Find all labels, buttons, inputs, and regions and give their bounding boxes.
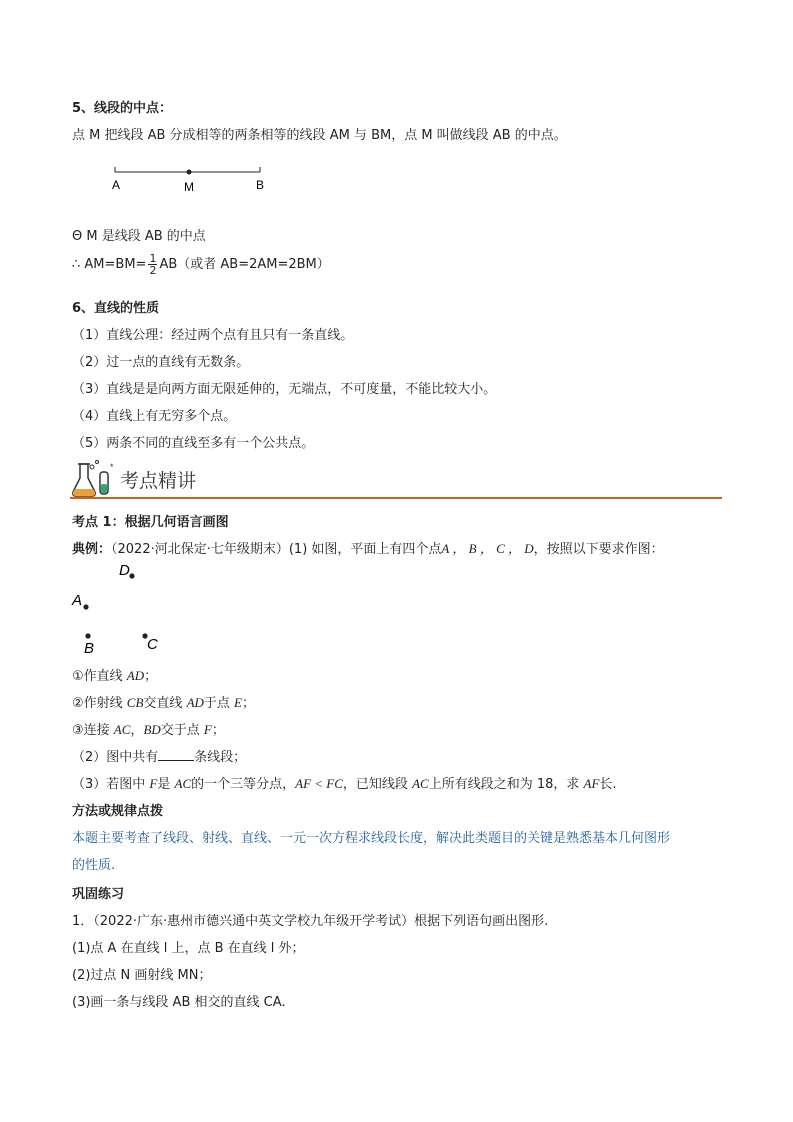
q3-pre: （3）若图中 — [72, 777, 150, 792]
q1b-var3: E — [234, 695, 242, 710]
q1c-text: ③连接 — [72, 723, 114, 738]
q3-mid2: 的一个三等分点， — [191, 777, 296, 792]
svg-text:*: * — [110, 462, 114, 472]
question3 — [72, 773, 617, 792]
q1a-end: ； — [144, 669, 158, 684]
flask-icon — [70, 458, 118, 498]
q3-ac: AC — [174, 776, 192, 791]
segment-diagram — [105, 162, 275, 194]
question1b — [72, 692, 255, 711]
therefore-line — [72, 253, 330, 276]
method-heading: 方法或规律点拨 — [72, 804, 164, 819]
q2-pre: （2）图中共有 — [72, 750, 159, 765]
practice-item: (1)点 A 在直线 l 上，点 B 在直线 l 外； — [72, 941, 305, 956]
method-text-line1: 本题主要考查了线段、射线、直线、一元一次方程求线段长度，解决此类题目的关键是熟悉基本几何图形 — [72, 831, 671, 846]
q3-end: 长. — [599, 777, 617, 792]
q1c-end: ； — [211, 723, 225, 738]
q1a-var: AD — [126, 668, 145, 683]
q1c-mid2: 交于点 — [160, 723, 204, 738]
label-b: B — [256, 178, 265, 192]
q2-post: 条线段； — [194, 750, 247, 765]
practice-item: (3)画一条与线段 AB 相交的直线 CA. — [72, 995, 286, 1010]
q3-mid4: 上所有线段之和为 18，求 — [428, 777, 584, 792]
question1a — [72, 665, 157, 684]
q1b-end: ； — [242, 696, 256, 711]
q1c-var2: BD — [143, 722, 161, 737]
label-a: A — [112, 178, 121, 192]
property-item: （1）直线公理：经过两个点有且只有一条直线。 — [72, 328, 354, 343]
q1b-var2: AD — [186, 695, 204, 710]
point-c-label: C — [147, 636, 158, 653]
fraction-numerator: 1 — [149, 252, 157, 265]
question2 — [72, 746, 246, 765]
question1c — [72, 719, 225, 738]
method-text-line2: 的性质. — [72, 858, 116, 873]
property-item: （4）直线上有无穷多个点。 — [72, 409, 237, 424]
fraction-half — [148, 253, 157, 276]
example-label: 典例： — [72, 542, 112, 557]
q1b-text: ②作射线 — [72, 696, 127, 711]
fraction-denominator: 2 — [149, 264, 157, 277]
answer-blank[interactable] — [158, 748, 194, 761]
kaodian1-heading: 考点 1：根据几何语言画图 — [72, 515, 229, 530]
q1c-var3: F — [203, 722, 212, 737]
example-text: （2022·河北保定·七年级期末）(1) 如图，平面上有四个点 — [111, 542, 442, 557]
because-line: Θ M 是线段 AB 的中点 — [72, 229, 206, 244]
property-item: （3）直线是是向两方面无限延伸的，无端点，不可度量，不能比较大小。 — [72, 382, 497, 397]
q1b-mid2: 于点 — [203, 696, 235, 711]
therefore-prefix: ∴ AM=BM= — [72, 257, 147, 272]
point-a-label: A — [72, 592, 83, 609]
q1c-mid: ， — [130, 723, 144, 738]
kaodian-banner — [70, 458, 722, 500]
section6-heading: 6、直线的性质 — [72, 301, 160, 316]
q1b-mid: 交直线 — [143, 696, 187, 711]
q1a-text: ①作直线 — [72, 669, 127, 684]
banner-title: 考点精讲 — [120, 470, 197, 492]
point-a-dot — [83, 604, 88, 609]
q3-inequality: AF < FC — [295, 776, 343, 791]
property-item: （5）两条不同的直线至多有一个公共点。 — [72, 436, 315, 451]
label-m: M — [184, 180, 194, 194]
point-b-dot — [85, 633, 90, 638]
four-points-figure — [65, 558, 185, 658]
therefore-suffix: AB（或者 AB=2AM=2BM） — [159, 257, 330, 272]
q3-f: F — [149, 776, 158, 791]
practice-item: (2)过点 N 画射线 MN； — [72, 968, 212, 983]
point-d-dot — [129, 573, 134, 578]
example-points: A ， B ， C ， D — [441, 541, 534, 556]
property-item: （2）过一点的直线有无数条。 — [72, 355, 250, 370]
point-d-label: D — [119, 562, 130, 579]
q3-mid1: 是 — [157, 777, 175, 792]
section5-definition: 点 M 把线段 AB 分成相等的两条相等的线段 AM 与 BM，点 M 叫做线段 AB 的中点。 — [72, 128, 567, 143]
q3-mid3: ，已知线段 — [342, 777, 413, 792]
q1c-var1: AC — [113, 722, 131, 737]
practice-question: 1．（2022·广东·惠州市德兴通中英文学校九年级开学考试）根据下列语句画出图形. — [72, 914, 549, 929]
example-tail: ，按照以下要求作图： — [533, 542, 664, 557]
practice-heading: 巩固练习 — [72, 887, 125, 902]
q3-ac2: AC — [412, 776, 429, 791]
point-b-label: B — [84, 640, 95, 657]
q1b-var1: CB — [126, 695, 144, 710]
banner-rule — [70, 497, 722, 499]
example-line — [72, 538, 664, 557]
section5-heading: 5、线段的中点： — [72, 101, 173, 116]
midpoint-dot — [187, 170, 192, 175]
q3-af: AF — [583, 776, 600, 791]
